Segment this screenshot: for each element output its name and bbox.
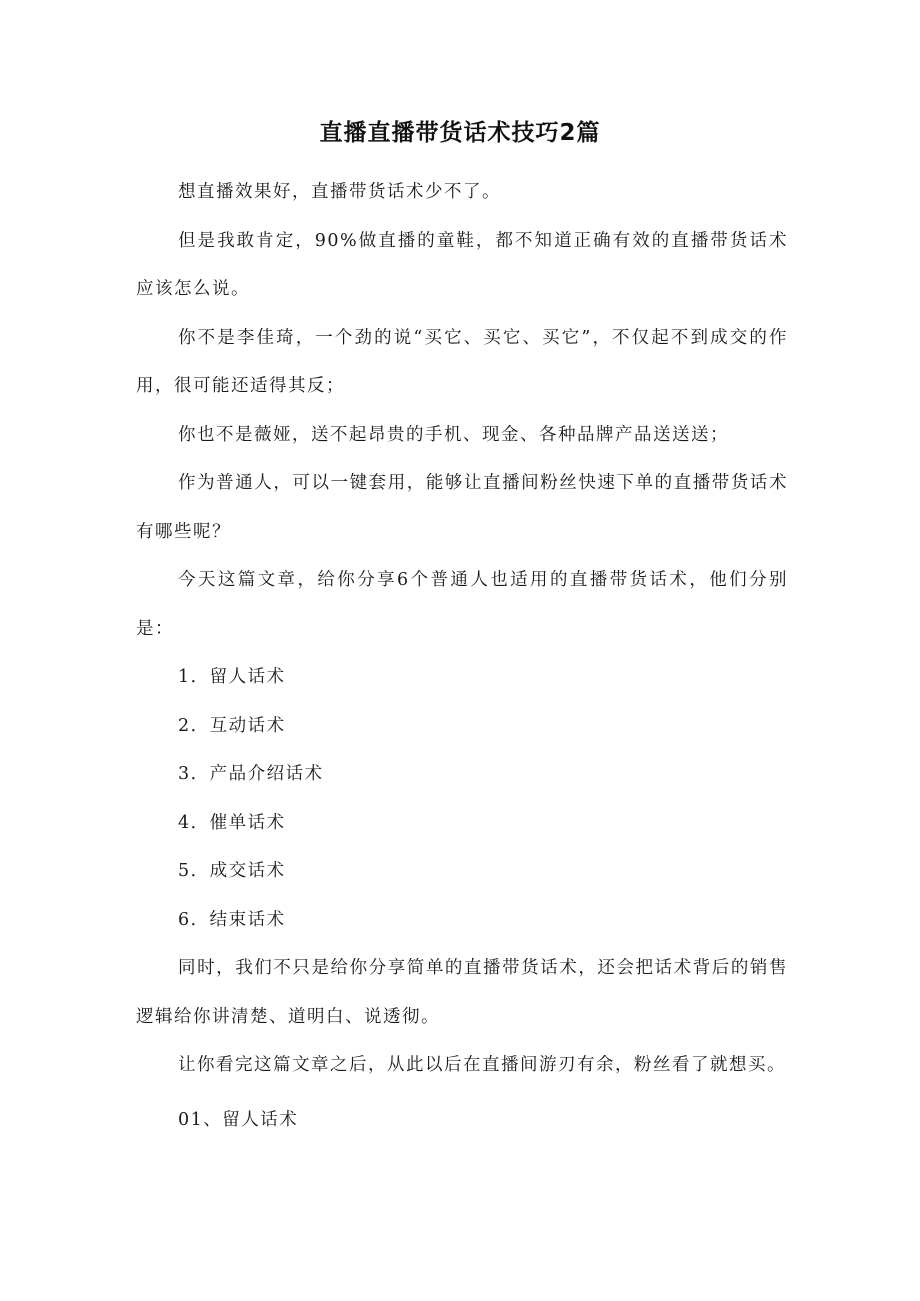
paragraph: 想直播效果好，直播带货话术少不了。: [178, 182, 501, 202]
list-item: 1．留人话术: [178, 667, 286, 687]
paragraph: 你不是李佳琦，一个劲的说“买它、买它、买它”，不仅起不到成交的作用，很可能还适得其反；: [136, 327, 788, 396]
paragraph: 同时，我们不只是给你分享简单的直播带货话术，还会把话术背后的销售逻辑给你讲清楚、道明白、说透彻。: [136, 958, 788, 1027]
document-body: [136, 168, 788, 1144]
list-item: 3．产品介绍话术: [178, 764, 324, 784]
paragraph: 让你看完这篇文章之后，从此以后在直播间游刃有余，粉丝看了就想买。: [178, 1055, 786, 1075]
paragraph: 今天这篇文章，给你分享6个普通人也适用的直播带货话术，他们分别是：: [136, 570, 788, 639]
list-item: 6．结束话术: [178, 909, 286, 930]
paragraph: 你也不是薇娅，送不起昂贵的手机、现金、各种品牌产品送送送；: [178, 424, 729, 445]
paragraph: 作为普通人，可以一键套用，能够让直播间粉丝快速下单的直播带货话术有哪些呢？: [136, 473, 788, 542]
list-item: 2．互动话术: [178, 715, 286, 736]
paragraph: 但是我敢肯定，90%做直播的童鞋，都不知道正确有效的直播带货话术应该怎么说。: [136, 230, 788, 299]
document-title: 直播直播带货话术技巧2篇: [319, 120, 601, 146]
section-heading: 01、留人话术: [178, 1109, 299, 1130]
list-item: 4．催单话术: [178, 812, 286, 833]
list-item: 5．成交话术: [178, 861, 286, 881]
